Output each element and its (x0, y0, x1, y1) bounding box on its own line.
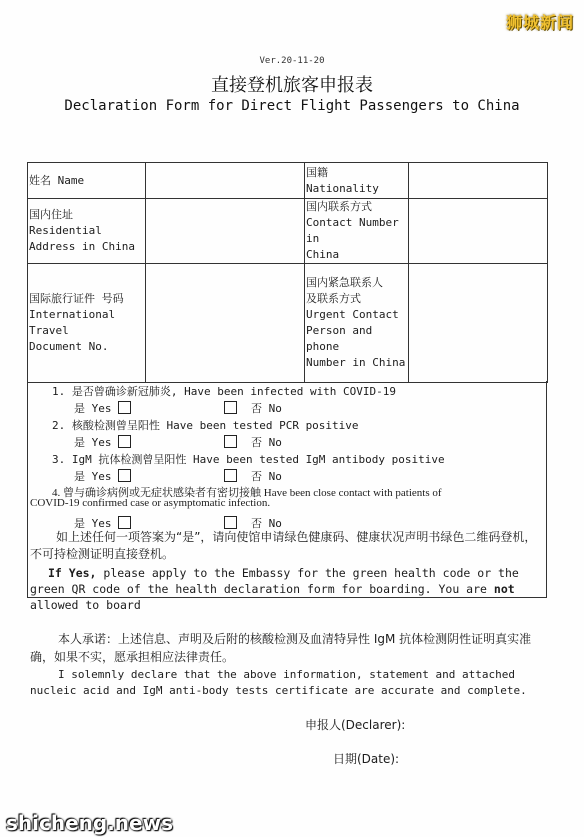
nationality-label: 国籍 Nationality (305, 163, 409, 199)
version-label: Ver.20-11-20 (259, 56, 325, 66)
yes-instruction-chinese: 如上述任何一项答案为“是”，请向使馆申请绿色健康码、健康状况声明书绿色二维码登机，不可持检测证明直接登机。 (30, 530, 537, 561)
question-4-no-label: 否 No (251, 517, 282, 530)
question-2-yes-checkbox[interactable] (118, 435, 131, 448)
question-2-no (224, 434, 282, 450)
question-3-yes-checkbox[interactable] (118, 469, 131, 482)
question-4-no-checkbox[interactable] (224, 516, 237, 529)
question-2-answer (74, 434, 131, 450)
nationality-field[interactable] (409, 163, 548, 199)
question-3-no-label: 否 No (251, 470, 282, 483)
passenger-info-table (27, 162, 548, 383)
name-field[interactable] (146, 163, 305, 199)
pledge-english: I solemnly declare that the above information, statement and attached nucleic acid and IgM anti-body tests certificate are accurate and complete. (30, 668, 527, 697)
emergency-contact-label: 国内紧急联系人 及联系方式 Urgent Contact Person and phone Number in China (305, 264, 409, 383)
yes-instruction-english: If Yes, please apply to the Embassy for the green health code or the green QR code of the health declaration form for boarding. You are not allowed to board (30, 566, 519, 612)
watermark-site-text: shicheng.news (6, 811, 173, 835)
declarer-signature-label: 申报人(Declarer): (305, 718, 406, 732)
question-4-text: 4. 曾与确诊病例或无症状感染者有密切接触 Have been close contact with patients of (52, 487, 442, 499)
question-3-text: 3. IgM 抗体检测曾呈阳性 Have been tested IgM antibody positive (52, 453, 445, 466)
pledge-chinese: 本人承诺：上述信息、声明及后附的核酸检测及血清特异性 IgM 抗体检测阴性证明真实准确，如果不实，愿承担相应法律责任。 (30, 632, 532, 664)
watermark-logo-text: 狮城新闻 (505, 13, 574, 32)
question-3-yes-label: 是 Yes (74, 470, 112, 483)
question-1-yes-label: 是 Yes (74, 402, 112, 415)
travel-document-field[interactable] (146, 264, 305, 383)
question-1-text: 1. 是否曾确诊新冠肺炎, Have been infected with COVID-19 (52, 385, 397, 398)
address-field[interactable] (146, 199, 305, 264)
health-questions-section (27, 381, 547, 612)
contact-number-field[interactable] (409, 199, 548, 264)
question-3-no (224, 468, 282, 484)
question-2-text: 2. 核酸检测曾呈阳性 Have been tested PCR positive (52, 419, 359, 432)
form-title-chinese: 直接登机旅客申报表 (211, 75, 373, 96)
question-2-yes-label: 是 Yes (74, 436, 112, 449)
name-label: 姓名 Name (28, 163, 146, 199)
question-2-no-label: 否 No (251, 436, 282, 449)
question-1-no (224, 400, 282, 416)
form-title-english: Declaration Form for Direct Flight Passengers to China (64, 98, 520, 114)
question-4-yes-checkbox[interactable] (118, 516, 131, 529)
emergency-contact-field[interactable] (409, 264, 548, 383)
question-4-text-continued: COVID-19 confirmed case or asymptomatic infection. (30, 497, 271, 509)
address-label: 国内住址 Residential Address in China (28, 199, 146, 264)
question-2-no-checkbox[interactable] (224, 435, 237, 448)
question-3-answer (74, 468, 131, 484)
question-1-no-checkbox[interactable] (224, 401, 237, 414)
question-1-yes-checkbox[interactable] (118, 401, 131, 414)
question-1-no-label: 否 No (251, 402, 282, 415)
question-1-answer (74, 400, 131, 416)
contact-number-label: 国内联系方式 Contact Number in China (305, 199, 409, 264)
travel-document-label: 国际旅行证件 号码 International Travel Document No. (28, 264, 146, 383)
question-3-no-checkbox[interactable] (224, 469, 237, 482)
question-4-yes-label: 是 Yes (74, 517, 112, 530)
date-label: 日期(Date): (333, 752, 400, 766)
